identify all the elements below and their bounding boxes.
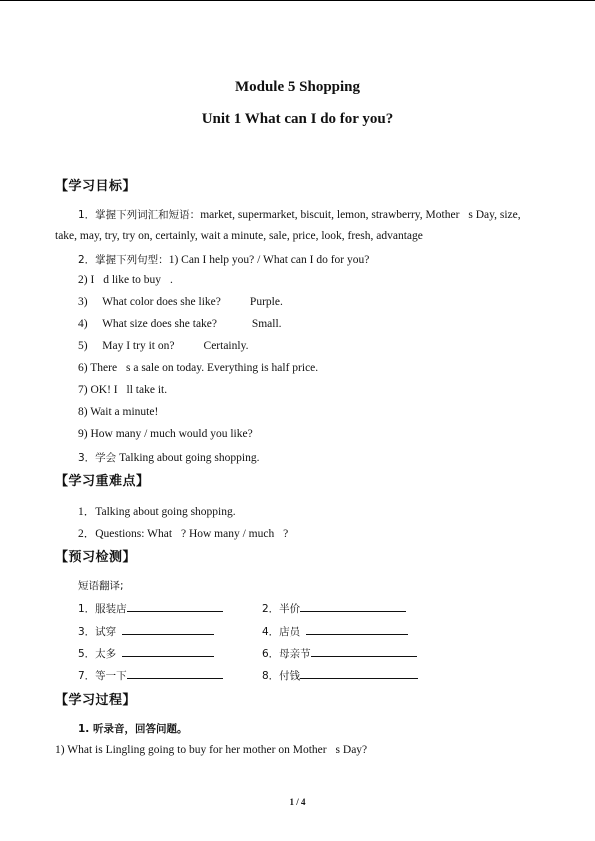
goal-item-1-label: 1．掌握下列词汇和短语： [78, 209, 201, 221]
sentence-9: 9) How many / much would you like? [78, 428, 253, 440]
preview-item-6-label: 6．母亲节 [262, 648, 311, 660]
goal-item-1-continued: take, may, try, try on, certainly, wait a minute, sale, price, look, fresh, advantage [55, 230, 423, 242]
preview-item-1 [78, 601, 223, 616]
module-title: Module 5 Shopping [234, 79, 361, 95]
preview-item-7-label: 7．等一下 [78, 670, 127, 682]
answer-blank[interactable] [306, 624, 408, 635]
section-goals-heading: 【学习目标】 [55, 179, 137, 194]
sentence-8: 8) Wait a minute! [78, 406, 159, 418]
key-point-1: 1．Talking about going shopping. [78, 506, 236, 518]
answer-blank[interactable] [122, 624, 214, 635]
preview-item-4 [262, 624, 408, 639]
sentence-2: 2) I d like to buy . [78, 274, 173, 286]
goal-item-2-text: 1) Can I help you? / What can I do for you? [168, 254, 370, 266]
preview-item-8 [262, 668, 418, 683]
sentence-4: 4)   What size does she take?   Small. [78, 318, 282, 330]
goal-item-2 [78, 252, 369, 267]
goal-item-3-text: Talking about going shopping. [116, 452, 260, 464]
preview-item-3 [78, 624, 214, 639]
process-step-1: 1. 听录音，回答问题。 [78, 723, 188, 735]
section-preview-heading: 【预习检测】 [55, 550, 137, 565]
preview-item-2 [262, 601, 406, 616]
goal-item-1 [78, 207, 521, 222]
sentence-7: 7) OK! I ll take it. [78, 384, 168, 396]
answer-blank[interactable] [311, 646, 417, 657]
preview-intro: 短语翻译; [78, 580, 124, 592]
answer-blank[interactable] [122, 646, 214, 657]
section-process-heading: 【学习过程】 [55, 693, 137, 708]
goal-item-2-label: 2．掌握下列句型： [78, 254, 169, 266]
goal-item-3 [78, 450, 259, 465]
goal-item-1-text: market, supermarket, biscuit, lemon, strawberry, Mother s Day, size, [200, 209, 521, 221]
answer-blank[interactable] [127, 601, 223, 612]
preview-item-1-label: 1．服装店 [78, 603, 127, 615]
answer-blank[interactable] [300, 601, 406, 612]
preview-item-5 [78, 646, 214, 661]
sentence-6: 6) There s a sale on today. Everything is half price. [78, 362, 319, 374]
preview-item-7 [78, 668, 223, 683]
preview-item-8-label: 8．付钱 [262, 670, 301, 682]
page-top-border [0, 0, 595, 1]
preview-item-6 [262, 646, 417, 661]
preview-item-4-label: 4．店员 [262, 626, 301, 638]
preview-item-3-label: 3．试穿 [78, 626, 117, 638]
section-key-points-heading: 【学习重难点】 [55, 474, 150, 489]
key-point-2: 2．Questions: What ? How many / much ? [78, 528, 289, 540]
goal-item-3-label: 3．学会 [78, 452, 117, 464]
sentence-3: 3)   What color does she like?   Purple. [78, 296, 283, 308]
unit-title: Unit 1 What can I do for you? [201, 111, 394, 127]
answer-blank[interactable] [127, 668, 223, 679]
sentence-5: 5)   May I try it on?   Certainly. [78, 340, 249, 352]
answer-blank[interactable] [300, 668, 418, 679]
process-question-1: 1) What is Lingling going to buy for her mother on Mother s Day? [55, 744, 368, 756]
preview-item-2-label: 2．半价 [262, 603, 301, 615]
preview-item-5-label: 5．太多 [78, 648, 117, 660]
page-number: 1 / 4 [289, 797, 306, 807]
